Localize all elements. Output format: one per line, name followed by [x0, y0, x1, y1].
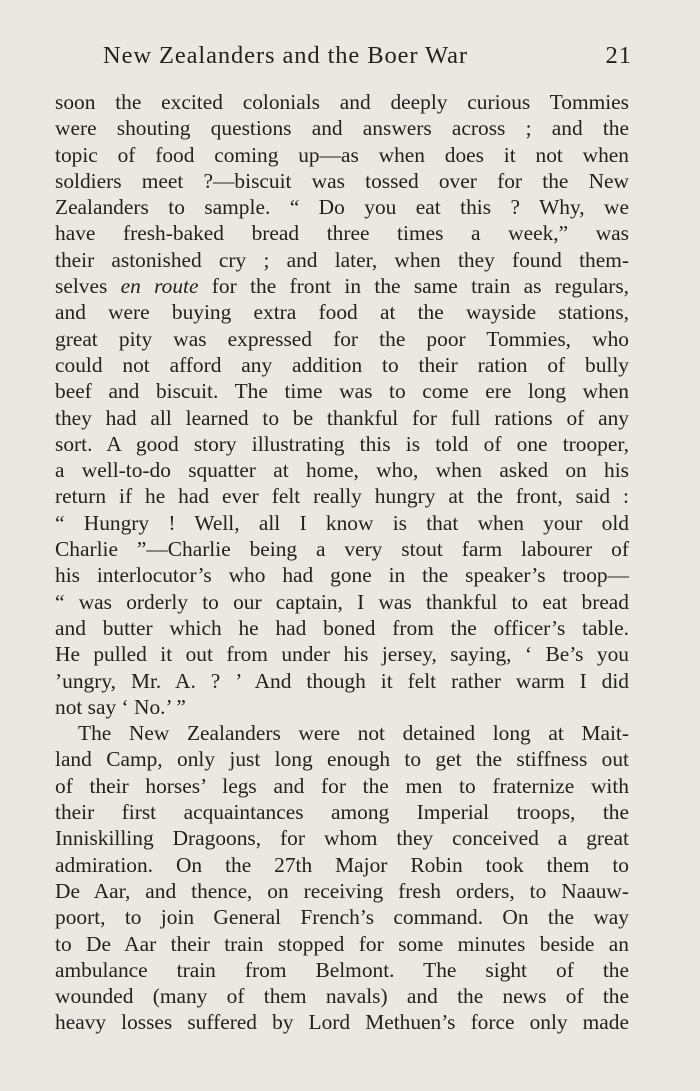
- text-line: ambulance train from Belmont. The sight of the: [55, 957, 629, 982]
- paragraph-start-line: The New Zealanders were not detained long at Mait-: [78, 721, 629, 746]
- text-line: topic of food coming up—as when does it not when: [55, 142, 629, 167]
- body-text: [55, 89, 629, 1036]
- text-line: heavy losses suffered by Lord Methuen’s force only made: [55, 1010, 629, 1035]
- text-line: “ Hungry ! Well, all I know is that when your old: [55, 510, 629, 535]
- running-title: New Zealanders and the Boer War: [103, 42, 468, 69]
- text-segment: selves: [55, 274, 121, 299]
- running-head: [55, 42, 632, 78]
- text-line: admiration. On the 27th Major Robin took them to: [55, 852, 629, 877]
- text-line: Charlie ”—Charlie being a very stout farm labourer of: [55, 537, 629, 562]
- text-line: Inniskilling Dragoons, for whom they conceived a great: [55, 826, 629, 851]
- text-line: their first acquaintances among Imperial troops, the: [55, 800, 629, 825]
- text-line: land Camp, only just long enough to get the stiffness out: [55, 747, 629, 772]
- text-line: poort, to join General French’s command. On the way: [55, 905, 629, 930]
- text-line: their astonished cry ; and later, when they found them-: [55, 247, 629, 272]
- text-line: soldiers meet ?—biscuit was tossed over for the New: [55, 168, 629, 193]
- text-line: He pulled it out from under his jersey, saying, ‘ Be’s you: [55, 642, 629, 667]
- text-line: [55, 273, 629, 299]
- text-line: soon the excited colonials and deeply curious Tommies: [55, 90, 629, 114]
- text-line: ’ungry, Mr. A. ? ’ And though it felt rather warm I did: [55, 668, 629, 693]
- text-line: wounded (many of them navals) and the news of the: [55, 984, 629, 1009]
- text-line: sort. A good story illustrating this is told of one trooper,: [55, 431, 629, 456]
- text-line: were shouting questions and answers across ; and the: [55, 116, 629, 141]
- italic-phrase: en route: [120, 274, 199, 299]
- text-line: they had all learned to be thankful for full rations of any: [55, 405, 629, 430]
- text-line: and were buying extra food at the wayside stations,: [55, 300, 629, 325]
- text-line: his interlocutor’s who had gone in the speaker’s troop—: [55, 563, 629, 588]
- text-segment: for the front in the same train as regulars,: [198, 274, 630, 299]
- text-line: a well-to-do squatter at home, who, when asked on his: [55, 458, 629, 483]
- text-line: beef and biscuit. The time was to come ere long when: [55, 379, 629, 404]
- text-line: to De Aar their train stopped for some minutes beside an: [55, 931, 629, 956]
- text-line: great pity was expressed for the poor Tommies, who: [55, 326, 629, 351]
- text-line: have fresh-baked bread three times a week,” was: [55, 221, 629, 246]
- text-line: could not afford any addition to their ration of bully: [55, 352, 629, 377]
- page-number: 21: [605, 42, 632, 69]
- text-line: “ was orderly to our captain, I was thankful to eat bread: [55, 589, 629, 614]
- text-line: of their horses’ legs and for the men to fraternize with: [55, 773, 629, 798]
- text-line: return if he had ever felt really hungry at the front, said :: [55, 484, 629, 509]
- text-line: De Aar, and thence, on receiving fresh orders, to Naauw-: [55, 878, 629, 903]
- paragraph-end-line: not say ‘ No.’ ”: [55, 694, 186, 719]
- text-line: Zealanders to sample. “ Do you eat this ? Why, we: [55, 195, 629, 220]
- text-line: and butter which he had boned from the officer’s table.: [55, 615, 629, 640]
